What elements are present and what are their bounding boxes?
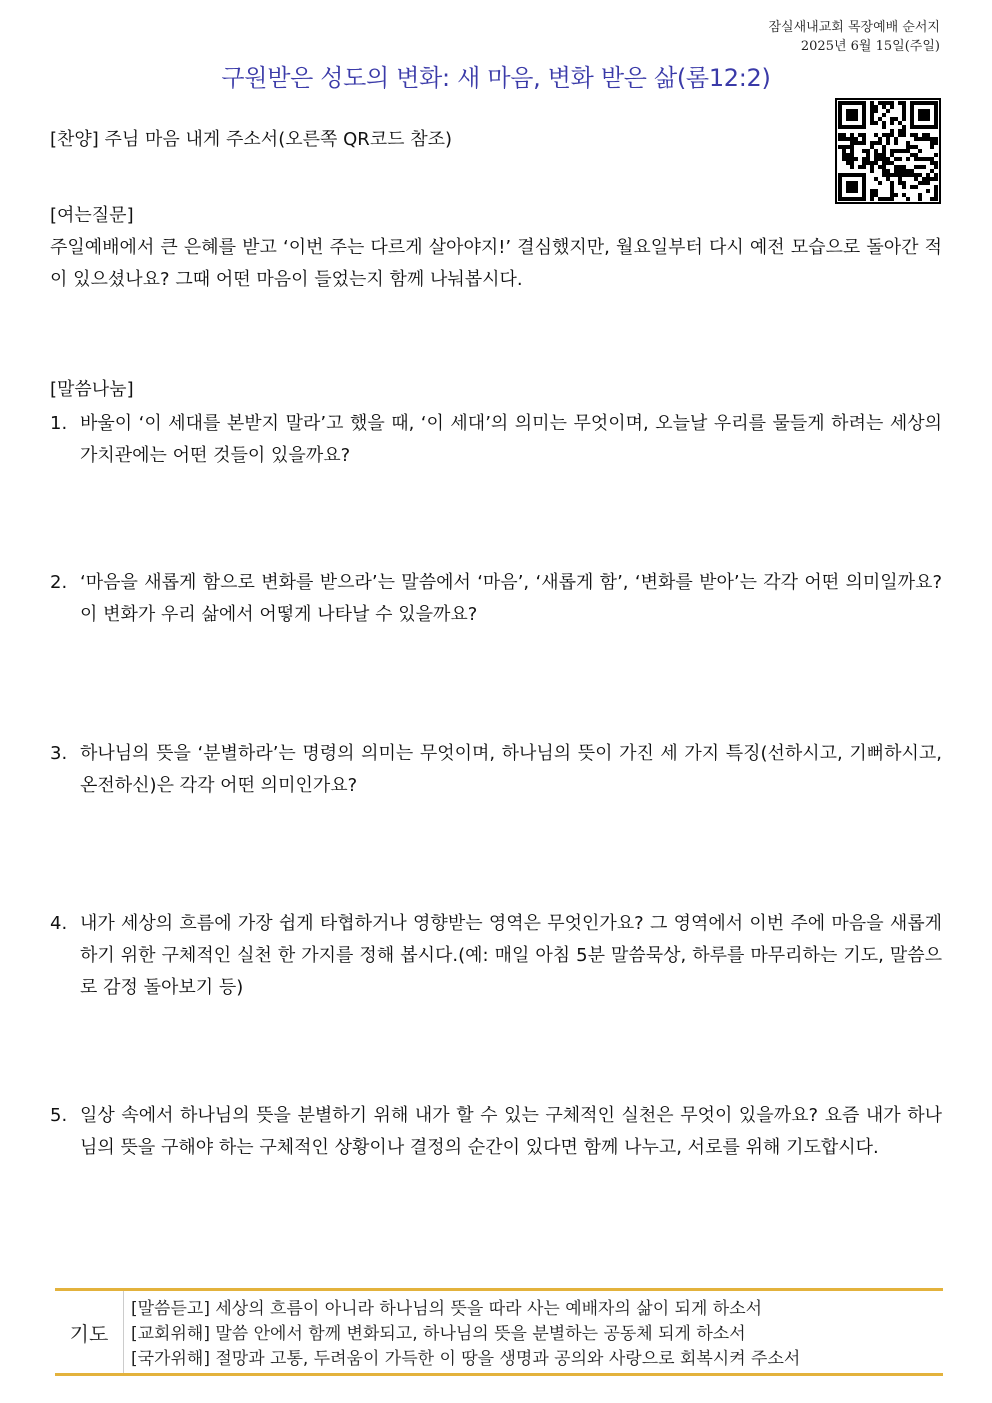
- prayer-lines: [131, 1297, 937, 1372]
- question-number: 2.: [50, 572, 68, 593]
- org-line: 잠실새내교회 목장예배 순서지: [768, 20, 940, 35]
- question-text: 일상 속에서 하나님의 뜻을 분별하기 위해 내가 할 수 있는 구체적인 실천은 무엇이 있을까요? 요즘 내가 하나님의 뜻을 구해야 하는 구체적인 상황이나 결정의 순간이 있다면 함께 나누고, 서로를 위해 기도합시다.: [80, 1105, 942, 1158]
- prayer-label: 기도: [55, 1291, 124, 1373]
- question-text: 바울이 ‘이 세대를 본받지 말라’고 했을 때, ‘이 세대’의 의미는 무엇이며, 오늘날 우리를 물들게 하려는 세상의 가치관에는 어떤 것들이 있을까요?: [80, 413, 942, 466]
- praise-line: [찬양] 주님 마음 내게 주소서(오른쪽 QR코드 참조): [50, 129, 453, 150]
- question-text: 하나님의 뜻을 ‘분별하라’는 명령의 의미는 무엇이며, 하나님의 뜻이 가진 세 가지 특징(선하시고, 기뻐하시고, 온전하신)은 각각 어떤 의미인가요?: [80, 743, 942, 796]
- prayer-line: [말씀듣고] 세상의 흐름이 아니라 하나님의 뜻을 따라 사는 예배자의 삶이 되게 하소서: [131, 1299, 763, 1319]
- question-text: 내가 세상의 흐름에 가장 쉽게 타협하거나 영향받는 영역은 무엇인가요? 그 영역에서 이번 주에 마음을 새롭게 하기 위한 구체적인 실천 한 가지를 정해 봅시다.(예: 매일 아침 5분 말씀묵상, 하루를 마무리하는 기도, 말씀으로 감정 돌아보기 등): [80, 913, 942, 998]
- question-number: 4.: [50, 913, 68, 934]
- question-item: [50, 408, 942, 472]
- page-title: 구원받은 성도의 변화: 새 마음, 변화 받은 삶(롬12:2): [221, 64, 771, 92]
- question-number: 1.: [50, 413, 68, 434]
- question-item: [50, 908, 942, 1004]
- prayer-line: [국가위해] 절망과 고통, 두려움이 가득한 이 땅을 생명과 공의와 사랑으로 회복시켜 주소서: [131, 1349, 801, 1369]
- question-text: ‘마음을 새롭게 함으로 변화를 받으라’는 말씀에서 ‘마음’, ‘새롭게 함’, ‘변화를 받아’는 각각 어떤 의미일까요? 이 변화가 우리 삶에서 어떻게 나타날 수 있을까요?: [80, 572, 942, 625]
- question-number: 5.: [50, 1105, 68, 1126]
- question-item: [50, 1100, 942, 1164]
- date-line: 2025년 6월 15일(주일): [800, 39, 940, 54]
- word-sharing-heading: [말씀나눔]: [50, 379, 134, 400]
- opening-question-text: 주일예배에서 큰 은혜를 받고 ‘이번 주는 다르게 살아야지!’ 결심했지만, 월요일부터 다시 예전 모습으로 돌아간 적이 있으셨나요? 그때 어떤 마음이 들었는지 함께 나눠봅시다.: [50, 237, 942, 290]
- opening-question-heading: [여는질문]: [50, 205, 134, 226]
- question-number: 3.: [50, 743, 68, 764]
- header-info: [768, 18, 940, 56]
- prayer-line: [교회위해] 말씀 안에서 함께 변화되고, 하나님의 뜻을 분별하는 공동체 되게 하소서: [131, 1324, 746, 1344]
- question-item: [50, 738, 942, 802]
- prayer-box: [55, 1288, 943, 1376]
- question-item: [50, 567, 942, 631]
